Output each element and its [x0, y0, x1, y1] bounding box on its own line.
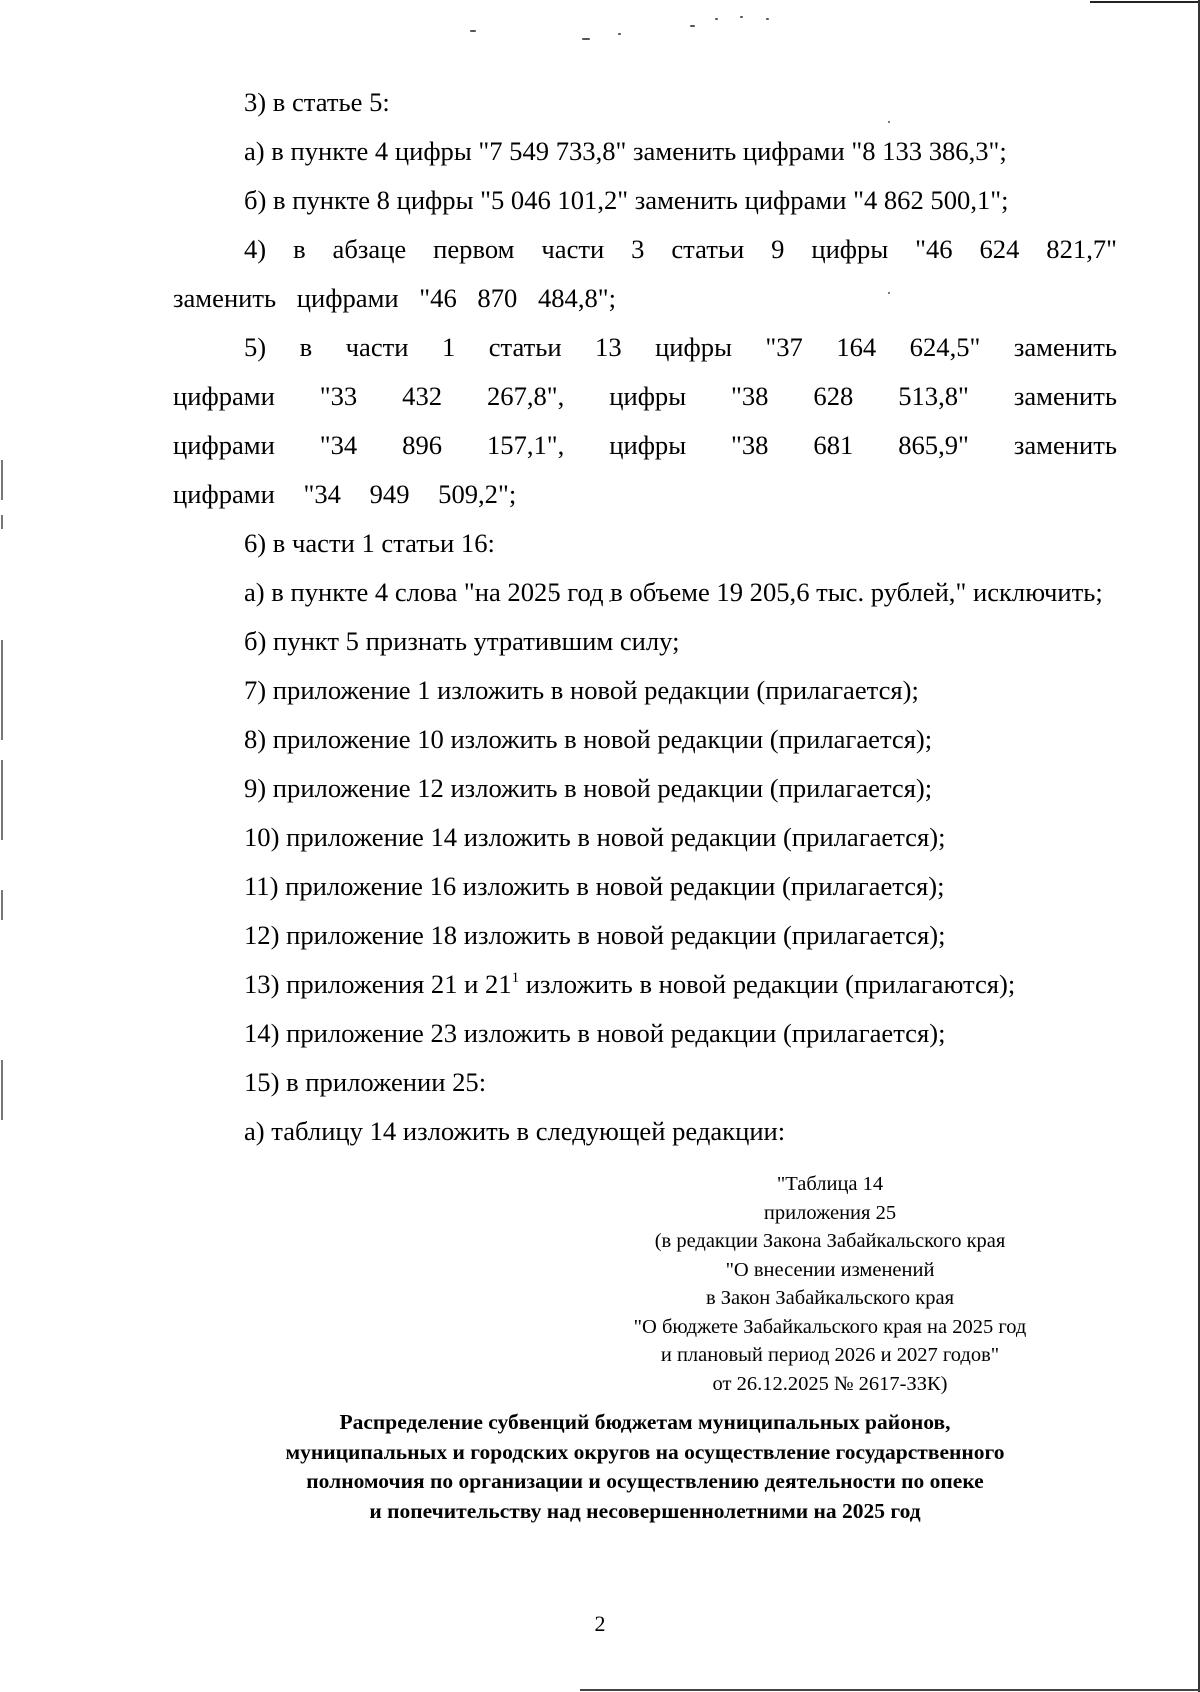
caption-line: от 26.12.2025 № 2617-ЗЗК) — [712, 1372, 948, 1395]
list-item: 12) приложение 18 изложить в новой редакции (прилагается); — [244, 920, 946, 950]
amendment-list — [173, 78, 1117, 1156]
list-item: 7) приложение 1 изложить в новой редакции (прилагается); — [244, 675, 919, 705]
caption-line: в Закон Забайкальского края — [705, 1287, 955, 1309]
caption-line: и плановый период 2026 и 2027 годов" — [660, 1344, 1000, 1366]
scan-edge-mark — [1, 1060, 3, 1120]
list-item: 8) приложение 10 изложить в новой редакции (прилагается); — [244, 724, 933, 754]
scan-speck — [766, 18, 769, 20]
list-item: 10) приложение 14 изложить в новой редакции (прилагается); — [244, 822, 946, 852]
scan-edge-mark — [1, 640, 3, 740]
list-item: 11) приложение 16 изложить в новой редакции (прилагается); — [244, 871, 945, 901]
superscript-1: 1 — [511, 970, 520, 986]
scan-speck — [582, 38, 590, 40]
list-item: 14) приложение 23 изложить в новой редакции (прилагается); — [244, 1018, 946, 1048]
scan-edge-mark — [1, 460, 3, 500]
title-line: Распределение субвенций бюджетам муниципальных районов, — [339, 1410, 951, 1434]
list-item-13 — [173, 960, 1117, 1009]
title-line: муниципальных и городских округов на осуществление государственного — [285, 1439, 1005, 1464]
caption-line: "Таблица 14 — [776, 1173, 884, 1195]
scan-edge-mark — [1, 515, 3, 529]
list-item: б) пункт 5 признать утратившим силу; — [244, 626, 680, 656]
scan-speck — [715, 18, 718, 20]
list-item: 9) приложение 12 изложить в новой редакции (прилагается); — [244, 773, 933, 803]
list-item: 3) в статье 5: — [244, 87, 390, 117]
page-number: 2 — [594, 1611, 606, 1636]
title-line: и попечительству над несовершеннолетними на 2025 год — [369, 1498, 921, 1523]
distribution-title — [160, 1408, 1130, 1526]
list-item: а) таблицу 14 изложить в следующей редакции: — [244, 1116, 786, 1146]
scan-speck — [618, 33, 621, 35]
table-caption — [580, 1170, 1080, 1398]
scan-top-rule — [1090, 1, 1200, 3]
item-13-text-rest: изложить в новой редакции (прилагаются); — [519, 969, 1016, 999]
list-item: 4) в абзаце первом части 3 статьи 9 цифры "46 624 821,7" заменить цифрами "46 870 484,8"; — [173, 234, 1117, 313]
scan-bottom-rule — [580, 1689, 1200, 1691]
list-item: а) в пункте 4 цифры "7 549 733,8" заменить цифрами "8 133 386,3"; — [244, 136, 1007, 166]
scan-speck — [690, 25, 695, 27]
caption-line: (в редакции Закона Забайкальского края — [654, 1230, 1006, 1252]
scan-speck — [470, 30, 476, 32]
title-line: полномочия по организации и осуществлению деятельности по опеке — [306, 1469, 984, 1493]
scan-edge-mark — [1, 890, 3, 920]
scan-edge-mark — [1, 760, 3, 840]
caption-line: "О бюджете Забайкальского края на 2025 год — [633, 1315, 1027, 1338]
list-item: 5) в части 1 статьи 13 цифры "37 164 624,5" заменить цифрами "33 432 267,8", цифры "38 628 513,8" заменить цифрами "34 896 157,1", цифры "38 681 865,9" заменить цифрами "34 949 509,2"; — [173, 332, 1117, 509]
list-item: 6) в части 1 статьи 16: — [244, 528, 495, 558]
caption-line: "О внесении изменений — [725, 1258, 935, 1281]
list-item: б) в пункте 8 цифры "5 046 101,2" заменить цифрами "4 862 500,1"; — [244, 185, 1009, 215]
caption-line: приложения 25 — [763, 1201, 897, 1224]
list-item: 15) в приложении 25: — [244, 1067, 487, 1097]
scan-speck — [740, 16, 743, 18]
item-13-text: 13) приложения 21 и 21 — [244, 969, 512, 999]
list-item: а) в пункте 4 слова "на 2025 год в объеме 19 205,6 тыс. рублей," исключить; — [244, 577, 1103, 607]
